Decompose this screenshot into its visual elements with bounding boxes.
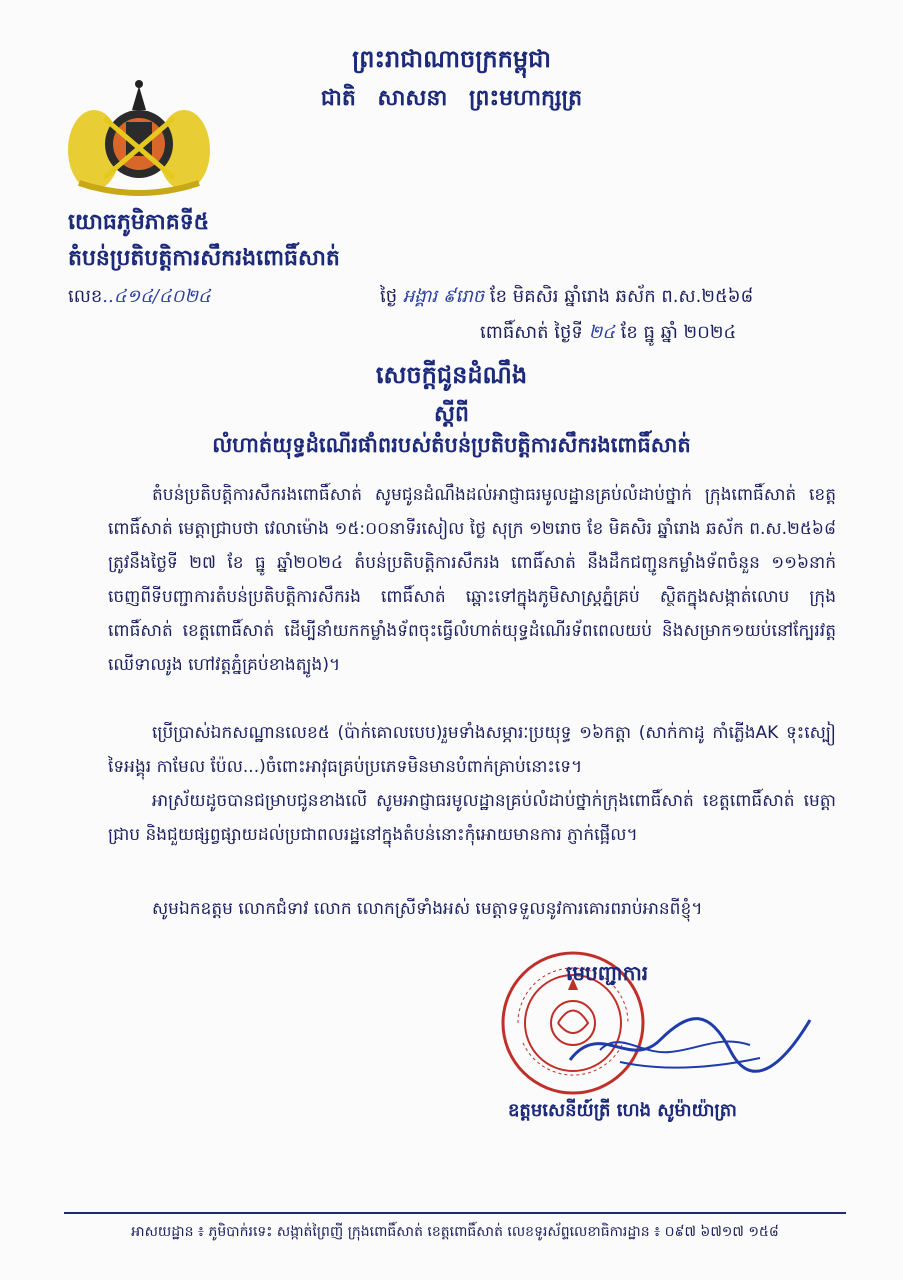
solar-date-prefix: ពោធិ៍សាត់ ថ្ងៃទី — [480, 322, 583, 343]
reference-label: លេខ — [68, 286, 103, 307]
paragraph-4: សូមឯកឧត្តម លោកជំទាវ លោក លោកស្រីទាំងអស់ មេត្តាទទួលនូវការគោរពរាប់អានពីខ្ញុំ។ — [152, 899, 703, 919]
kingdom-header: ព្រះរាជាណាចក្រកម្ពុជា — [352, 45, 551, 73]
lunar-date — [380, 284, 753, 311]
lunar-date-suffix: ខែ មិគសិរ ឆ្នាំរោង ឆស័ក ព.ស.២៥៦៨ — [489, 286, 754, 307]
solar-date-suffix: ខែ ធ្នូ ឆ្នាំ ២០២៤ — [620, 322, 737, 343]
issuer-line-1: យោធភូមិភាគទី៥ — [68, 210, 210, 235]
signer-name: ឧត្តមសេនីយ៍ត្រី ហេង សូម៉ាយ៉ាត្រា — [508, 1100, 737, 1121]
handwritten-signature-icon — [560, 990, 820, 1080]
paragraph-3: អាស្រ័យដូចបានជម្រាបជូនខាងលើ សូមអាជ្ញាធរមូលដ្ឋានគ្រប់លំដាប់ថ្នាក់ក្រុងពោធិ៍សាត់ ខេត្តពោធិ៍សាត់ មេត្តាជ្រាប និងជួយផ្សព្វផ្សាយដល់ប្រជាពលរដ្ឋនៅក្នុងតំបន់នោះកុំអោយមានការ ភ្ញាក់ផ្អើល។ — [108, 791, 836, 845]
document-title: សេចក្តីជូនដំណឹង — [375, 361, 528, 389]
footer-divider — [64, 1212, 846, 1214]
reference-value: ..៤១៤/៤០២៤ — [102, 286, 211, 307]
subject-label: ស្តីពី — [434, 402, 469, 427]
signatory-title: មេបញ្ជាការ — [566, 961, 649, 985]
reference-number — [68, 284, 211, 311]
solar-date-day: ២៤ — [588, 322, 615, 343]
solar-date — [480, 320, 736, 347]
motto-header: ជាតិ សាសនា ព្រះមហាក្សត្រ — [320, 86, 583, 111]
lunar-date-prefix: ថ្ងៃ — [380, 286, 398, 307]
footer-address: អាសយដ្ឋាន ៖ ភូមិបាក់រទេះ សង្កាត់ព្រៃញី ក្រុងពោធិ៍សាត់ ខេត្តពោធិ៍សាត់ លេខទូរស័ព្ទលេខាធិការដ្ឋាន ៖ ០៩៧ ៦៧១៧ ១៥៨ — [131, 1224, 779, 1240]
subject-text: លំហាត់យុទ្ធដំណើរផាំពរបស់តំបន់ប្រតិបត្តិការសឹករងពោធិ៍សាត់ — [212, 433, 691, 457]
issuer-line-2: តំបន់ប្រតិបត្តិការសឹករងពោធិ៍សាត់ — [68, 246, 340, 271]
military-emblem-icon — [64, 78, 214, 198]
paragraph-1: តំបន់ប្រតិបត្តិការសឹករងពោធិ៍សាត់ សូមជូនដំណឹងដល់អាជ្ញាធរមូលដ្ឋានគ្រប់លំដាប់ថ្នាក់ ក្រុងពោធិ៍សាត់ ខេត្តពោធិ៍សាត់ មេត្តាជ្រាបថា វេលាម៉ោង ១៥:០០នាទីរសៀល ថ្ងៃ សុក្រ ១២រោច ខែ មិគសិរ ឆ្នាំរោង ឆស័ក ព.ស.២៥៦៨ ត្រូវនឹងថ្ងៃទី ២៧ ខែ ធ្នូ ឆ្នាំ២០២៤ តំបន់ប្រតិបត្តិការសឹករង ពោធិ៍សាត់ នឹងដឹកជញ្ជូនកម្លាំងទ័ពចំនួន ១១៦នាក់ ចេញពីទីបញ្ជាការតំបន់ប្រតិបត្តិការសឹករង ពោធិ៍សាត់ ឆ្ពោះទៅក្នុងភូមិសាស្ត្រភ្នំគ្រប់ ស្ថិតក្នុងសង្កាត់លោប ក្រុងពោធិ៍សាត់ ខេត្តពោធិ៍សាត់ ដើម្បីនាំយកកម្លាំងទ័ពចុះធ្វើលំហាត់យុទ្ធដំណើរទ័ពពេលយប់ និងសម្រាក១យប់នៅក្បែរវត្តឈើទាលរូង ហៅវត្តភ្នំគ្រប់ខាងត្បូង)។ — [108, 485, 836, 675]
lunar-date-handwritten: អង្គារ ៩រោច — [402, 286, 485, 307]
paragraph-2: ប្រើប្រាស់ឯកសណ្ឋានលេខ៥ (ប៉ាក់គោលបេប)រួមទាំងសម្ភារៈប្រយុទ្ធ ១៦កត្តា (សាក់កាដូ កាំភ្លើងAK ទុះស្បៀ ទៃអង្គុរ កាមែល ប៉ែល...)ចំពោះអាវុធគ្រប់ប្រភេទមិនមានបំពាក់គ្រាប់នោះទេ។ — [108, 723, 836, 777]
